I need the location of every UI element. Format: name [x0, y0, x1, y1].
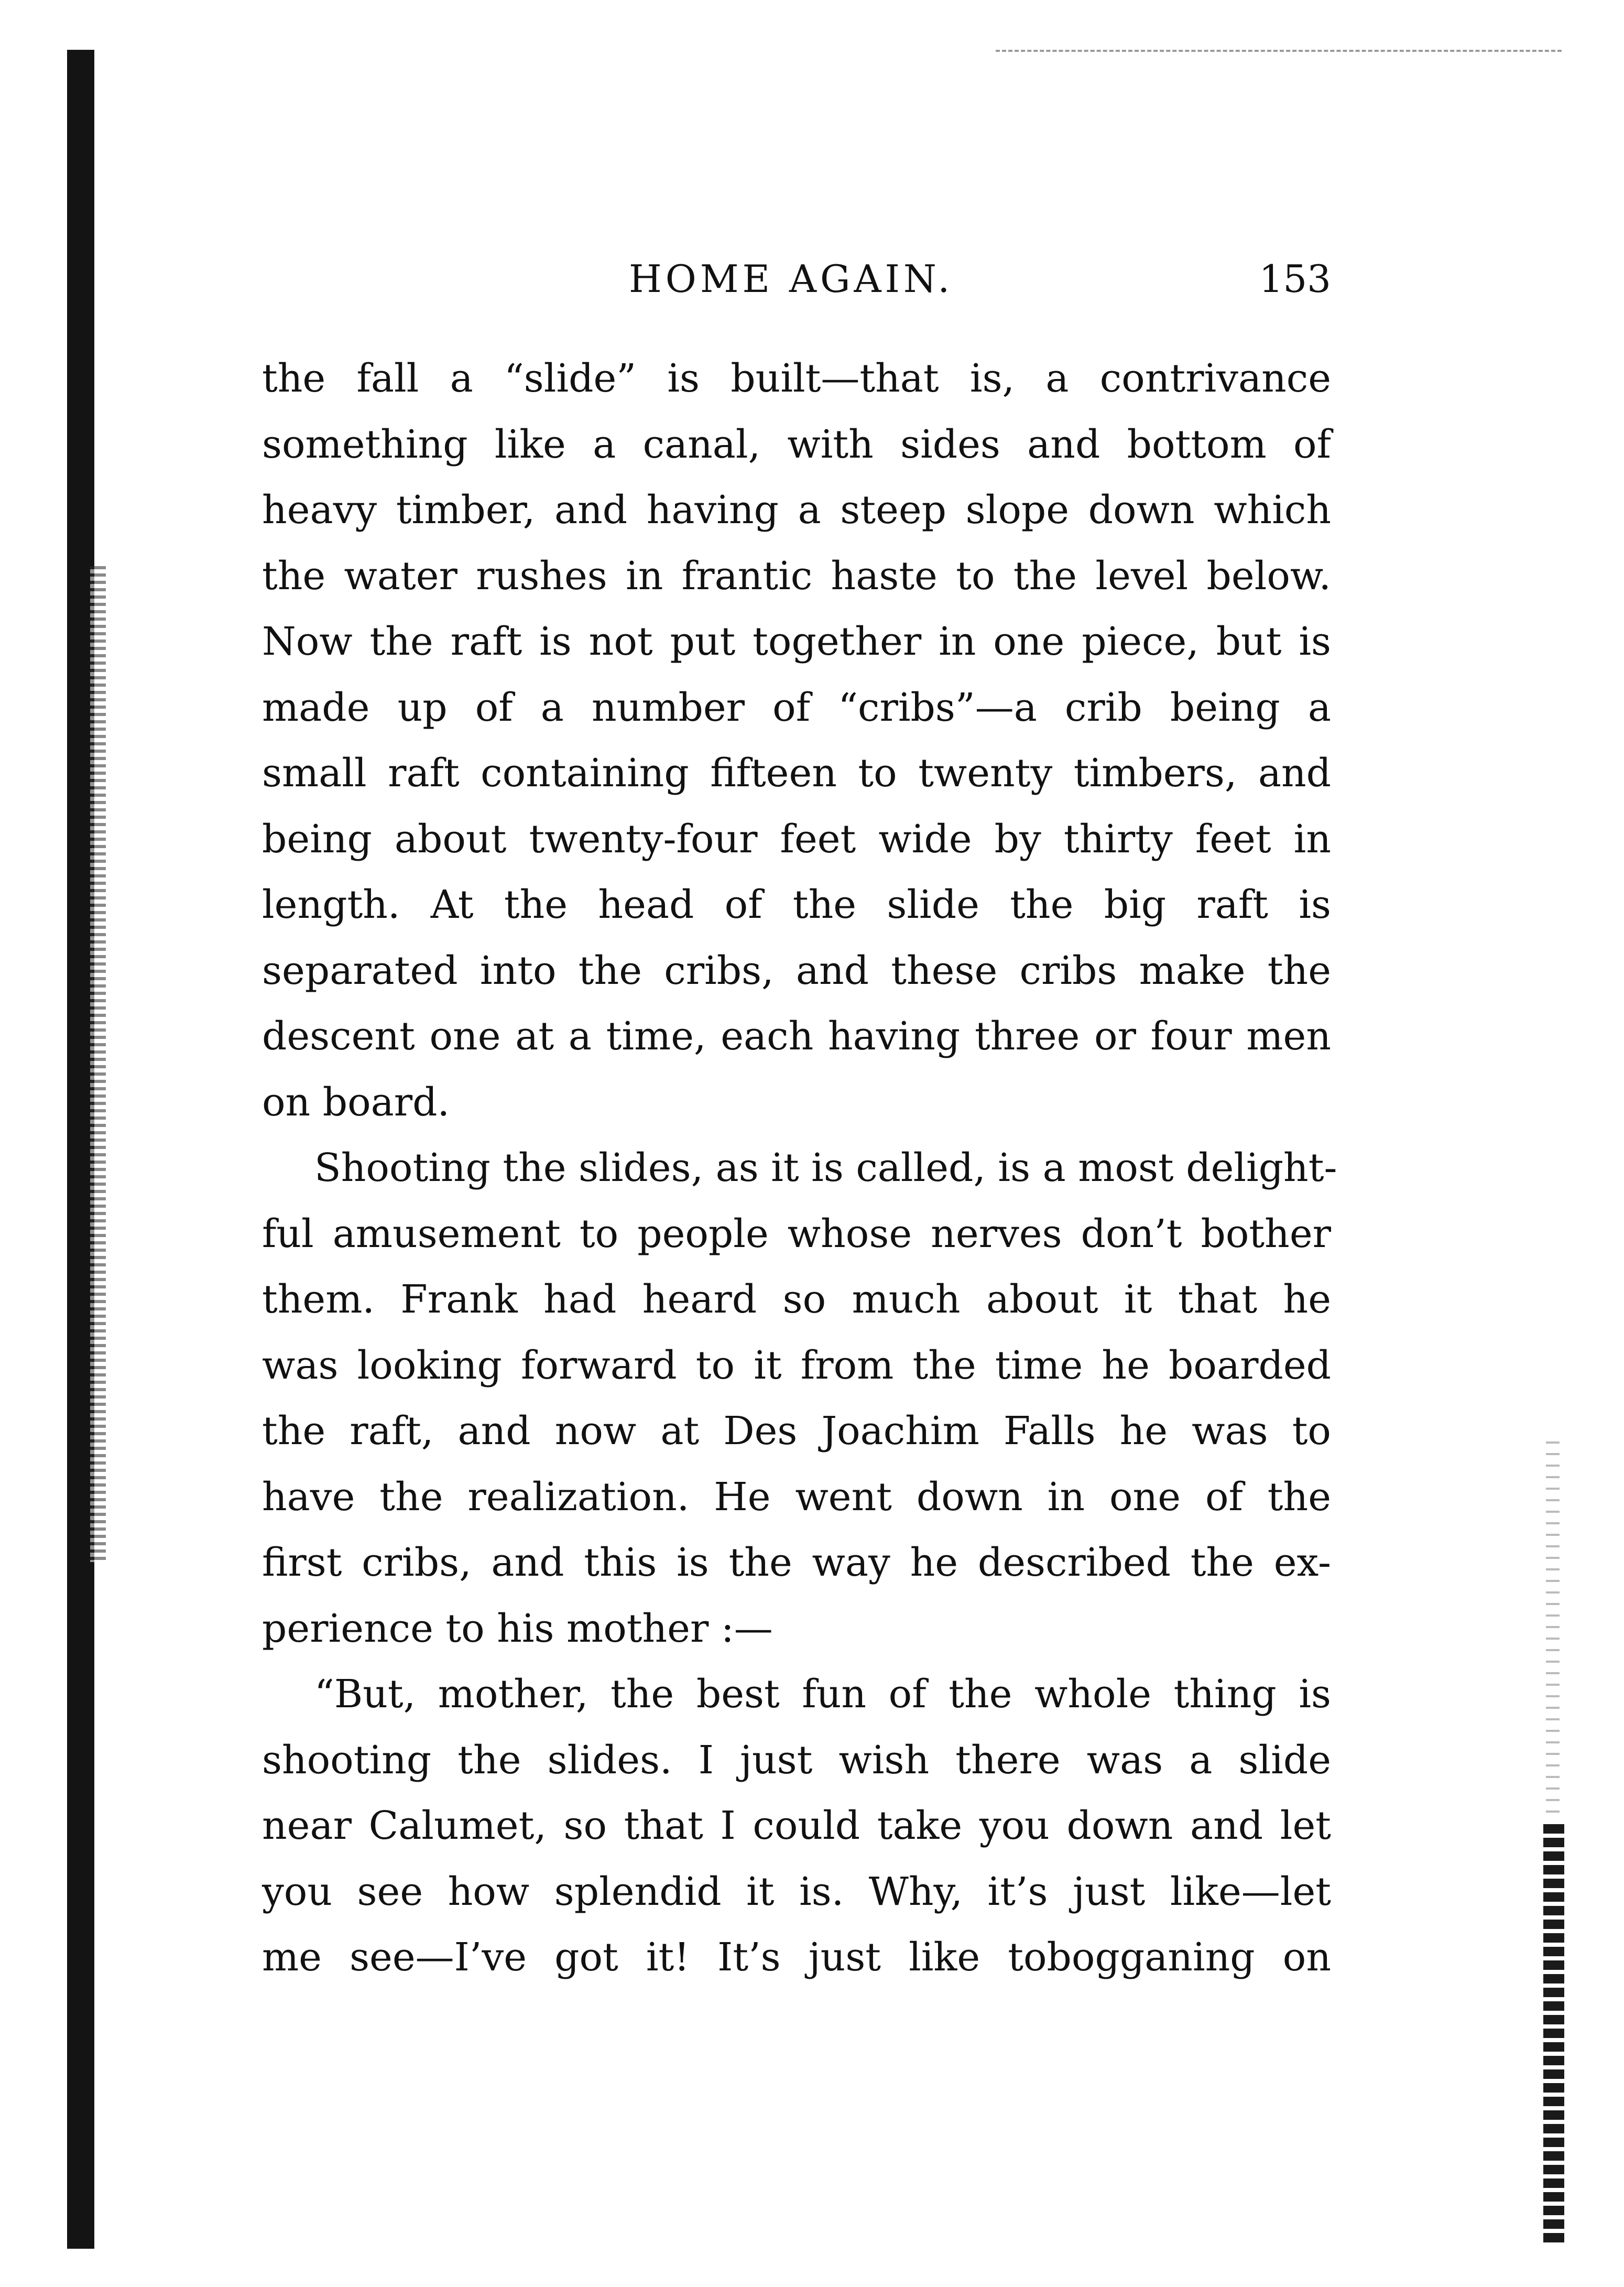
text-line: perience to his mother :—	[262, 1606, 773, 1651]
text-line: was looking forward to it from the time he boarded	[262, 1342, 1331, 1388]
text-line: small raft containing fifteen to twenty timbers, and	[262, 751, 1331, 796]
text-line: me see—I’ve got it! It’s just like tobogganing on	[262, 1935, 1331, 1980]
text-line: near Calumet, so that I could take you down and let	[262, 1803, 1331, 1848]
page-edge-marks	[1543, 1824, 1564, 2243]
text-line: you see how splendid it is. Why, it’s just like—let	[262, 1869, 1331, 1914]
running-head: HOME AGAIN.	[629, 257, 954, 301]
text-line: first cribs, and this is the way he described the ex-	[262, 1540, 1331, 1585]
text-line: separated into the cribs, and these cribs make the	[262, 948, 1331, 993]
body-text	[262, 346, 1337, 1991]
text-line: descent one at a time, each having three or four men	[262, 1014, 1331, 1059]
text-line: length. At the head of the slide the big raft is	[262, 882, 1331, 927]
text-line: the raft, and now at Des Joachim Falls he was to	[262, 1408, 1331, 1454]
text-line: Shooting the slides, as it is called, is a most delight-	[314, 1145, 1337, 1190]
text-line: something like a canal, with sides and bottom of	[262, 421, 1331, 467]
text-line: being about twenty-four feet wide by thirty feet in	[262, 816, 1331, 862]
text-line: ful amusement to people whose nerves don’t bother	[262, 1211, 1331, 1256]
text-line: have the realization. He went down in one of the	[262, 1474, 1331, 1520]
binding-edge-texture	[90, 566, 106, 1562]
text-line: made up of a number of “cribs”—a crib being a	[262, 685, 1331, 730]
text-line: “But, mother, the best fun of the whole thing is	[314, 1672, 1331, 1717]
text-line: Now the raft is not put together in one piece, but is	[262, 619, 1331, 664]
text-line: shooting the slides. I just wish there was a slide	[262, 1737, 1331, 1783]
text-line: them. Frank had heard so much about it that he	[262, 1277, 1331, 1322]
text-line: heavy timber, and having a steep slope down which	[262, 487, 1331, 533]
page-header	[262, 252, 1331, 315]
page-number: 153	[1259, 257, 1331, 301]
top-edge-rule	[996, 50, 1562, 52]
text-line: on board.	[262, 1079, 450, 1125]
text-line: the water rushes in frantic haste to the level below.	[262, 553, 1331, 599]
text-line: the fall a “slide” is built—that is, a contrivance	[262, 356, 1331, 401]
page-edge-speckles	[1546, 1441, 1560, 1819]
